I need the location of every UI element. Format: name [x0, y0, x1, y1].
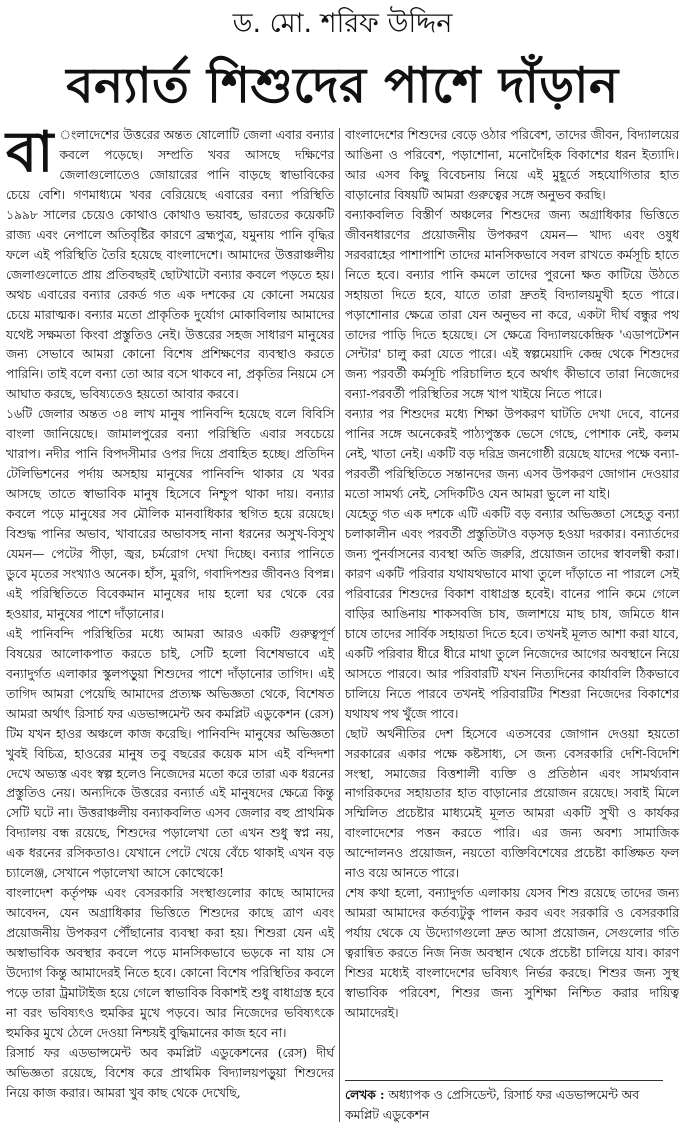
paragraph: রিসার্চ ফর এডভান্সমেন্ট অব কমপ্লিট এডুকেশনের (রেস) দীর্ঘ অভিজ্ঞতা রয়েছে, বিশেষ করে প্রাথমিক বিদ্যালয়পড়ুয়া শিশুদের নিয়ে কাজ করার। আমরা খুব কাছ থেকে দেখেছি, [6, 1045, 334, 1100]
paragraph: ছোট অর্থনীতির দেশ হিসেবে এতসবের জোগান দেওয়া হয়তো সরকারের একার পক্ষে কষ্টসাধ্য, সে জন্য বেসরকারি দেশি-বিদেশি সংস্থা, সমাজের বিত্তশালী ব্যক্তি ও প্রতিষ্ঠান এবং সামর্থ্যবান নাগরিকদের সহায়তার হাত বাড়ানোর প্রয়োজন রয়েছে। সবাই মিলে সম্মিলিত প্রচেষ্টার মাধ্যমেই মূলত আমরা একটি সুখী ও কার্যকর বাংলাদেশের পত্তন করতে পারি। এর জন্য অবশ্য সামাজিক আন্দোলনও প্রয়োজন, নয়তো ব্যক্তিবিশেষের প্রচেষ্টা কাঙ্ক্ষিত ফল নাও বয়ে আনতে পারে। [345, 726, 679, 881]
author-note [345, 1085, 675, 1126]
right-column [345, 126, 679, 1024]
author-note-label: লেখক : [345, 1087, 385, 1102]
paragraph: এই পানিবন্দি পরিস্থিতির মধ্যে আমরা আরও একটি গুরুত্বপূর্ণ বিষয়ের আলোকপাত করতে চাই, সেটি হলো বিশেষভাবে এই বন্যাদুর্গত এলাকার স্কুলপড়ুয়া শিশুদের পাশে দাঁড়ানোর তাগিদ। এই তাগিদ আমরা পেয়েছি আমাদের প্রত্যক্ষ অভিজ্ঞতা থেকে, বিশেষত আমরা অর্থাৎ রিসার্চ ফর এডভান্সমেন্ট অব কমপ্লিট এডুকেশন (রেস) টিম যখন হাওর অঞ্চলে কাজ করেছি। পানিবন্দি মানুষের অভিজ্ঞতা খুবই বিচিত্র, হাওরের মানুষ তবু বছরের কয়েক মাস এই বন্দিদশা দেখে অভ্যস্ত এবং স্বল্প হলেও নিজেদের মতো করে তারা এক ধরনের প্রস্তুতিও নেয়। অন্যদিকে উত্তরের বন্যার্ত এই মানুষদের ক্ষেত্রে কিন্তু সেটি ঘটে না। উত্তরাঞ্চলীয় বন্যাকবলিত এসব জেলার বহু প্রাথমিক বিদ্যালয় বন্ধ রয়েছে, শিশুদের পড়ালেখা তো এখন শুধু স্বপ্ন নয়, এক ধরনের রসিকতাও। যেখানে পেটে খেয়ে বেঁচে থাকাই এখন বড় চ্যালেঞ্জ, সেখানে পড়ালেখা আসে কোত্থেকে! [6, 626, 334, 881]
paragraph-text: ংলাদেশের উত্তরের অন্তত ষোলোটি জেলা এবার বন্যার কবলে পড়েছে। সম্প্রতি খবর আসছে দক্ষিণের জেলাগুলোতেও জোয়ারের পানি বাড়ছে স্বাভাবিকের চেয়ে বেশি। গণমাধ্যমে খবর বেরিয়েছে এবারের বন্যা পরিস্থিতি ১৯৯৮ সালের চেয়েও কোথাও কোথাও ভয়াবহ, ভারতের কয়েকটি রাজ্য এবং নেপালে অতিবৃষ্টির কারণে ব্রহ্মপুত্র, যমুনায় পানি বৃদ্ধির ফলে এই পরিস্থিতি তৈরি হয়েছে বাংলাদেশে। আমাদের উত্তরাঞ্চলীয় জেলাগুলোতে প্রায় প্রতিবছরই ছোটখাটো বন্যার কবলে পড়তে হয়। অথচ এবারের বন্যার রেকর্ড গত এক দশকের যে কোনো সময়ের চেয়ে মারাত্মক। বন্যার মতো প্রাকৃতিক দুর্যোগ মোকাবিলায় আমাদের যথেষ্ট সক্ষমতা কিংবা প্রস্তুতিও নেই। উত্তরের সহজ সাধারণ মানুষের জন্য সেভাবে আমরা কোনো বিশেষ প্রশিক্ষণের ব্যবস্থাও করতে পারিনি। তাই বলে বন্যা তো আর বসে থাকবে না, প্রকৃতির নিয়মে সে আঘাত করছে, ভবিষ্যতেও হয়তো আবার করবে। [6, 128, 334, 402]
paragraph: যেহেতু গত এক দশকে এটি একটি বড় বন্যার অভিজ্ঞতা সেহেতু বন্যা চলাকালীন এবং পরবর্তী প্রস্তুতিটাও বড়সড় হওয়া দরকার। বন্যার্তদের জন্য পুনর্বাসনের ব্যবস্থা অতি জরুরি, প্রয়োজন তাদের স্বাবলম্বী করা। কারণ একটি পরিবার যথাযথভাবে মাথা তুলে দাঁড়াতে না পারলে সেই পরিবারের শিশুদের বিকাশ বাধাগ্রস্ত হবেই। বানের পানি কমে গেলে বাড়ির আঙিনায় শাকসবজি চাষ, জলাশয়ে মাছ চাষ, জমিতে ধান চাষে তাদের সার্বিক সহায়তা দিতে হবে। তখনই মূলত আশা করা যাবে, একটি পরিবার ধীরে ধীরে মাথা তুলে নিজেদের আগের অবস্থানে নিয়ে আসতে পারবে। আর পরিবারটি যখন নিত্যদিনের কার্যাবলি ঠিকভাবে চালিয়ে নিতে পারবে তখনই পরিবারটির শিশুরা নিজেদের বিকাশের যথাযথ পথ খুঁজে পাবে। [345, 507, 679, 721]
author-byline: ড. মো. শরিফ উদ্দিন [232, 8, 453, 39]
paragraph: শেষ কথা হলো, বন্যাদুর্গত এলাকায় যেসব শিশু রয়েছে তাদের জন্য আমরা আমাদের কর্তব্যটুকু পালন করব এবং সরকারি ও বেসরকারি পর্যায় থেকে যে উদ্যোগগুলো দ্রুত আসা প্রয়োজন, সেগুলোর গতি ত্বরান্বিত করতে নিজ নিজ অবস্থান থেকে প্রচেষ্টা চালিয়ে যাব। কারণ শিশুর মধ্যেই বাংলাদেশের ভবিষ্যৎ নির্ভর করছে। শিশুর জন্য সুস্থ স্বাভাবিক পরিবেশ, শিশুর জন্য সুশিক্ষা নিশ্চিত করার দায়িত্ব আমাদেরই। [345, 886, 679, 1020]
paragraph [6, 120, 334, 405]
paragraph: বন্যার পর শিশুদের মধ্যে শিক্ষা উপকরণ ঘাটতি দেখা দেবে, বানের পানির সঙ্গে অনেকেরই পাঠ্যপুস্তক ভেসে গেছে, পোশাক নেই, কলম নেই, খাতা নেই। একটি বড় দরিদ্র জনগোষ্ঠী রয়েছে যাদের পক্ষে বন্যা-পরবর্তী পরিস্থিতিতে সন্তানদের জন্য এসব উপকরণ জোগান দেওয়ার মতো সামর্থ্য নেই, সেদিকটিও যেন আমরা ভুলে না যাই। [345, 407, 679, 502]
footer-rule [345, 1080, 663, 1081]
paragraph: বাংলাদেশের শিশুদের বেড়ে ওঠার পরিবেশ, তাদের জীবন, বিদ্যালয়ের আঙিনা ও পরিবেশ, পড়াশোনা, মনোদৈহিক বিকাশের ধরন ইত্যাদি। আর এসব কিছু বিবেচনায় নিয়ে এই মুহূর্তে সহযোগিতার হাত বাড়ানোর বিষয়টি আমরা গুরুত্বের সঙ্গে অনুভব করছি। [345, 128, 679, 202]
dropcap: বা [6, 120, 54, 185]
paragraph: বন্যাকবলিত বিস্তীর্ণ অঞ্চলের শিশুদের জন্য অগ্রাধিকার ভিত্তিতে জীবনধারণের প্রয়োজনীয় উপকরণ যেমন— খাদ্য এবং ওষুধ সরবরাহের পাশাপাশি তাদের মানসিকভাবে সবল রাখতে কর্মসূচি হাতে নিতে হবে। বন্যার পানি কমলে তাদের পুরনো ক্ষত কাটিয়ে উঠতে সহায়তা দিতে হবে, যাতে তারা দ্রুতই বিদ্যালয়মুখী হতে পারে। পড়াশোনার ক্ষেত্রে তারা যেন অনুভব না করে, একটা দীর্ঘ বন্ধুর পথ তাদের পাড়ি দিতে হয়েছে। সে ক্ষেত্রে বিদ্যালয়কেন্দ্রিক 'এডাপটেশন সেন্টার' চালু করা যেতে পারে। এই স্বল্পমেয়াদি কেন্দ্র থেকে শিশুদের জন্য পরবর্তী কর্মসূচি পরিচালিত হবে অর্থাৎ কীভাবে তারা নিজেদের বন্যা-পরবর্তী পরিস্থিতির সঙ্গে খাপ খাইয়ে নিতে পারে। [345, 207, 679, 402]
column-divider [339, 128, 340, 1122]
headline: বন্যার্ত শিশুদের পাশে দাঁড়ান [66, 57, 619, 114]
left-column [6, 120, 334, 1104]
paragraph: বাংলাদেশ কর্তৃপক্ষ এবং বেসরকারি সংস্থাগুলোর কাছে আমাদের আবেদন, যেন অগ্রাধিকার ভিত্তিতে শিশুদের কাছে ত্রাণ এবং প্রয়োজনীয় উপকরণ পৌঁছানোর ব্যবস্থা করা হয়। শিশুরা যেন এই অস্বাভাবিক অবস্থার কবলে পড়ে মানসিকভাবে ভড়কে না যায় সে উদ্যোগ কিন্তু আমাদেরই নিতে হবে। কোনো বিশেষ পরিস্থিতির কবলে পড়ে তারা ট্রমাটাইজ হয়ে গেলে স্বাভাবিক বিকাশই শুধু বাধাগ্রস্ত হবে না বরং ভবিষ্যৎও হুমকির মুখে পড়বে। আর নিজেদের ভবিষ্যৎকে হুমকির মুখে ঠেলে দেওয়া নিশ্চয়ই বুদ্ধিমানের কাজ হবে না। [6, 886, 334, 1040]
paragraph: ১৬টি জেলার অন্তত ৩৪ লাখ মানুষ পানিবন্দি হয়েছে বলে বিবিসি বাংলা জানিয়েছে। জামালপুরের বন্যা পরিস্থিতি এবার সবচেয়ে খারাপ। নদীর পানি বিপদসীমার ওপর দিয়ে প্রবাহিত হচ্ছে। প্রতিদিন টেলিভিশনের পর্দায় অসহায় মানুষের পানিবন্দি থাকার যে খবর আসছে তাতে স্বাভাবিক মানুষ হিসেবে নিশ্চুপ থাকা দায়। বন্যার কবলে পড়ে মানুষের সব মৌলিক মানবাধিকার স্থগিত হয়ে রয়েছে। বিশুদ্ধ পানির অভাব, খাবারের অভাবসহ নানা ধরনের অসুখ-বিসুখ যেমন— পেটের পীড়া, জ্বর, চর্মরোগ দেখা দিচ্ছে। বন্যার পানিতে ডুবে মৃতের সংখ্যাও অনেক। হাঁস, মুরগি, গবাদিপশুর জীবনও বিপন্ন। এই পরিস্থিতিতে বিবেকমান মানুষের দায় হলো ঘর থেকে বের হওয়ার, মানুষের পাশে দাঁড়ানোর। [6, 407, 334, 621]
author-note-text: অধ্যাপক ও প্রেসিডেন্ট, রিসার্চ ফর এডভান্সমেন্ট অব কমপ্লিট এডুকেশন [345, 1088, 640, 1122]
